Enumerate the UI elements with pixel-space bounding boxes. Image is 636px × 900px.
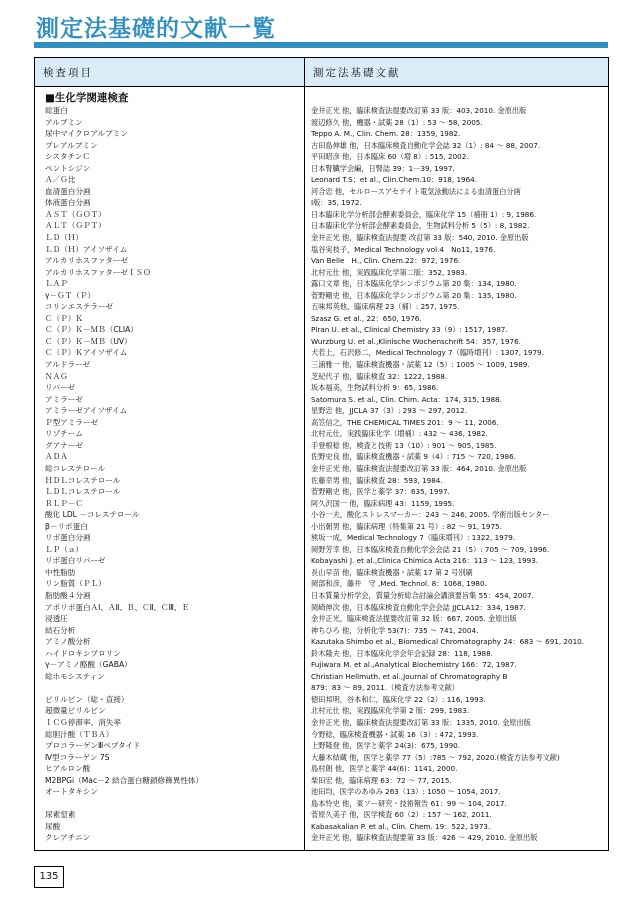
reference-row: Teppo A. M., Clin. Chem. 28：1359, 1982. (311, 129, 461, 139)
reference-row: 手登根稔 他，検査と技術 13（10）: 901 ～ 905, 1985. (311, 440, 497, 450)
reference-row: 柴田宏 他，臨床病理 63：72 ～ 77, 2015. (311, 775, 452, 785)
item-row: γ－アミノ酪酸（GABA） (45, 660, 132, 670)
item-list (45, 105, 304, 844)
item-row: リポ蛋白分画 (45, 533, 91, 543)
item-row: 総蛋白 (45, 106, 68, 115)
reference-row: Kazutaka Shimbo et al., Biomedical Chromatography 24：683 ～ 691, 2010. (311, 637, 584, 647)
item-row: 総胆汁酸（ＴＢＡ） (45, 729, 114, 739)
item-row: Ｃ（Ｐ）Ｋ－ＭＢ（UV） (45, 336, 132, 346)
reference-row: 岡崎伸次 他，日本臨床検査自動化学会会誌 JJCLA12：334, 1987. (311, 602, 526, 612)
reference-row: 渡辺修久 他，機器・試薬 28（1）: 53 ～ 58, 2005. (311, 117, 483, 127)
reference-row: 五味邦英他，臨床病理 23（補）: 257, 1975. (311, 302, 460, 312)
item-row: 体液蛋白分画 (45, 198, 91, 208)
reference-row: 長山早苗 他，臨床検査機器・試薬 17 第 2 号別刷 (311, 567, 473, 577)
item-row: 酸化 LDL －コレステロール (45, 510, 140, 520)
reference-row: 大藤木結蔵 他，医学と薬学 77（5）:785 ～ 792, 2020.(検査方法参考文献) (311, 752, 560, 762)
item-row: プレアルブミン (45, 140, 98, 150)
reference-row: 佐野史良 他，臨床検査機器・試薬 9（4）: 715 ～ 720, 1986. (311, 452, 516, 462)
reference-row: Van Belle H., Clin. Chem.22：972, 1976. (311, 256, 461, 266)
item-row: 脂肪酸４分画 (45, 590, 91, 600)
item-row: Ｐ型アミラーゼ (45, 417, 99, 427)
reference-row: Fujiwara M. et al.,Analytical Biochemistry 166：72, 1987. (311, 660, 517, 670)
item-row: アポリポ蛋白ＡⅠ、ＡⅡ、Ｂ、ＣⅡ、ＣⅢ、Ｅ (45, 602, 190, 612)
item-row: 尿素窒素 (45, 810, 76, 820)
item-row: プロコラーゲンⅢペプタイド (45, 741, 141, 751)
item-row: β－リポ蛋白 (45, 521, 88, 531)
item-row: 中性脂肪 (45, 567, 76, 577)
table-body-row (35, 87, 609, 851)
item-row: Ｃ（Ｐ）Ｋアイソザイム (45, 348, 128, 358)
reference-row: 879：83 ～ 89, 2011.（検査方法参考文献） (311, 683, 459, 693)
reference-row: 露口文章 他，日本臨床化学シンポジウム第 20 集：134, 1980. (311, 279, 517, 289)
item-row: ＡＤＡ (45, 452, 68, 462)
reference-row: 岡野芳幸 他，日本臨床検査自動化学会会誌 21（5）: 705 ～ 709, 1996. (311, 544, 550, 554)
reference-row: Christian Hellmuth. et al.,Journal of Chromatography B (311, 671, 508, 681)
item-row: ペントシジン (45, 163, 91, 173)
reference-row: 河合忠 他，セルロースアセテイト電気泳動法による血清蛋白分画 (311, 186, 521, 196)
item-column (35, 87, 305, 851)
reference-row: Leonard T.S；et al., Clin.Chem.10：918, 1964. (311, 175, 478, 185)
reference-row: 岡部和彦，藤井 守 ,Med. Technol. 8：1068, 1980. (311, 579, 487, 589)
item-row: アルドラーゼ (45, 360, 91, 370)
item-row: Ⅳ型コラーゲン 7S (45, 752, 110, 762)
item-row: アミラーゼ (45, 394, 83, 404)
table-header-row (35, 58, 609, 87)
item-row: 超微量ビリルビン (45, 706, 106, 716)
item-row: グアナーゼ (45, 440, 83, 450)
reference-row: 島村朗 他，医学と薬学 44(6)：1141, 2000. (311, 764, 458, 774)
reference-row: Wurzburg U. et al.,Klinische Wochenschrift 54：357, 1976. (311, 336, 521, 346)
item-row: アミノ酸分析 (45, 637, 91, 647)
reference-row: 徳田邦明，谷本和仁，臨床化学 22（2）: 116, 1993. (311, 694, 486, 704)
reference-row: 今野稔，臨床検査機器・試薬 16（3）: 472, 1993. (311, 729, 479, 739)
reference-row: Satomura S. et al., Clin. Chim. Acta：174, 315, 1988. (311, 394, 502, 404)
item-row: リポ蛋白リパーゼ (45, 556, 106, 566)
item-row: リン脂質（ＰＬ） (45, 579, 106, 589)
reference-row: 金井正光，臨床検査法提要改訂第 32 版：667, 2005. 金原出版 (311, 614, 517, 624)
reference-row: 佐藤幸男 他，臨床検査 28：593, 1984. (311, 475, 443, 485)
item-row: 結石分析 (45, 625, 76, 635)
reference-row: 小谷一夫，酸化ストレスマーカー：243 ～ 246, 2005. 学術出版センター (311, 510, 550, 520)
reference-row: 池田均，医学のあゆみ 263（13）: 1050 ～ 1054, 2017. (311, 787, 501, 797)
item-row: ＬＤＬコレステロール (45, 487, 121, 497)
item-row: Ａ／Ｇ比 (45, 175, 76, 185)
page-number: 135 (34, 866, 64, 888)
item-row: ＬＰ（ａ） (45, 544, 83, 554)
item-row: アルカリホスファターゼＩＳＯ (45, 267, 151, 277)
reference-row: 上野隆登 他，医学と薬学 24(3)：675, 1990. (311, 741, 461, 751)
item-row: ハイドロキシプロリン (45, 648, 121, 658)
section-title: ■生化学関連検査 (45, 92, 129, 104)
item-row: Ｃ（Ｐ）Ｋ－ＭＢ（CLIA） (45, 325, 138, 335)
reference-row: 阿久沢国一 他，臨床病理 43：1159, 1995. (311, 498, 455, 508)
reference-row: 金井正光 他，臨床検査法提要改訂第 33 版：403, 2010. 金原出版 (311, 106, 527, 115)
reference-row: 日本腎臓学会編，日腎誌 39：1－39, 1997. (311, 163, 455, 173)
item-row (45, 798, 304, 810)
reference-row: Plran U. et al., Clinical Chemistry 33（9）: 1517, 1987. (311, 325, 508, 335)
reference-row: 北村元仕 他，実践臨床化学第 2 版：299, 1983. (311, 706, 470, 716)
reference-row: 芝紀代子 他，臨床検査 32：1222, 1988. (311, 371, 448, 381)
reference-row: 星野忠 他，JJCLA 37（3）: 293 ～ 297, 2012. (311, 406, 467, 416)
column-header-item: 検査項目 (35, 58, 305, 87)
item-row: M2BPGi（Mac－2 結合蛋白糖鎖修飾異性体） (45, 775, 204, 785)
item-row: 血清蛋白分画 (45, 186, 91, 196)
item-row: ＲＬＰ－Ｃ (45, 498, 83, 508)
reference-row: 坂本福美，生物試料分析 9：65, 1986. (311, 383, 439, 393)
item-row: オートタキシン (45, 787, 98, 797)
reference-row: 平田昭彦 他，日本臨床 60（増 8）: 515, 2002. (311, 152, 469, 162)
item-row: リゾチーム (45, 429, 83, 439)
item-row: ヒアルロン酸 (45, 764, 91, 774)
column-header-reference: 測定法基礎文献 (305, 58, 609, 87)
reference-row: Kobayashi J. et al.,Clinica Chimica Acta 216：113 ～ 123, 1993. (311, 556, 539, 566)
item-row: リパーゼ (45, 383, 75, 393)
item-row: Ｃ（Ｐ）Ｋ (45, 313, 83, 323)
item-row: 浸透圧 (45, 614, 68, 624)
reference-row: 小出朝男 他，臨床病理（特集第 21 号）: 82 ～ 91, 1975. (311, 521, 502, 531)
reference-row: Ⅰ版：35, 1972. (311, 198, 362, 208)
reference-row: 神ちひろ 他，分析化学 53(7)：735 ～ 741, 2004. (311, 625, 479, 635)
item-row: ＬＤ（Ｈ）アイソザイム (45, 244, 128, 254)
item-row (45, 682, 304, 694)
reference-list (311, 105, 608, 844)
reference-row: 島本怜史 他，東ソー研究・技術報告 61：99 ～ 104, 2017. (311, 798, 507, 808)
item-row: アルカリホスファターゼ (45, 256, 128, 266)
reference-row: 金井正光 他，臨床検査法提要 改訂第 33 版：540, 2010. 金原出版 (311, 233, 529, 243)
item-row: ＡＬＴ（ＧＰＴ） (45, 221, 106, 231)
reference-row: 熊坂一成，Medical Technology 7（臨床増刊）: 1322, 1979. (311, 533, 516, 543)
reference-row: 塩谷実枝子，Medical Technology vol.4 No11, 1976. (311, 244, 496, 254)
item-row: アルブミン (45, 117, 83, 127)
reference-row: 金井正光 他，臨床検査法提要改訂第 33 版：1335, 2010. 金原出版 (311, 717, 531, 727)
item-row: ビリルビン（総・直接） (45, 694, 129, 704)
reference-row: 日本質量分析学会，質量分析総合討論会講演要旨集 55：454, 2007. (311, 590, 534, 600)
item-row: ＨＤＬコレステロール (45, 475, 121, 485)
item-row: 尿中マイクロアルブミン (45, 129, 128, 139)
item-row: アミラーゼアイソザイム (45, 406, 128, 416)
reference-table (34, 57, 609, 851)
item-row: ＮＡＧ (45, 371, 68, 381)
reference-row: 金井正光 他，臨床検査法提要第 33 版：426 ～ 429, 2010. 金原出版 (311, 833, 538, 843)
item-row: ＬＡＰ (45, 279, 68, 289)
reference-row: 北村元仕，実践臨床化学（増補）: 432 ～ 436, 1982. (311, 429, 488, 439)
item-row: 総ホモシスティン (45, 671, 105, 681)
reference-row: 菅原久美子 他，医学検査 60（2）: 157 ～ 162, 2011. (311, 810, 492, 820)
item-row: シスタチンＣ (45, 152, 90, 162)
reference-row: 犬若上，石沢修二，Medical Technology 7（臨時増刊）: 1307, 1979. (311, 348, 544, 358)
reference-row: 日本臨床化学分析部会酵素委員会，臨床化学 15（補冊 1）: 9, 1986. (311, 209, 537, 219)
reference-row: Kabasakalian P. et al., Clin. Chem. 19：522, 1973. (311, 821, 491, 831)
reference-row: Szasz G. et al., 22：650, 1976. (311, 313, 422, 323)
item-row: ＩＣＧ停滞率、消失率 (45, 717, 121, 727)
reference-row: 高笠信之，THE CHEMICAL TIMES 201：9 ～ 11, 2006. (311, 417, 499, 427)
item-row: ＬＤ（Ｈ） (45, 233, 83, 243)
item-row: 総コレステロール (45, 463, 106, 473)
reference-row: 北村元仕 他，実践臨床化学第二版：352, 1983. (311, 267, 468, 277)
item-row: 尿酸 (45, 821, 61, 831)
reference-column (305, 87, 609, 851)
reference-row: 日本臨床化学分析部会酵素委員会，生物試料分析 5（5）: 8, 1982. (311, 221, 530, 231)
item-row: γ－ＧＴ（Ｐ） (45, 290, 96, 300)
reference-row: 三浦雅一 他，臨床検査機器・試薬 12（5）: 1005 ～ 1009, 1989. (311, 360, 530, 370)
item-row: コリンエステラーゼ (45, 302, 114, 312)
title-underline (34, 42, 608, 48)
reference-row: 菅野剛史 他，医学と薬学 37：635, 1997. (311, 487, 450, 497)
page-title: 測定法基礎的文献一覧 (36, 16, 276, 42)
item-row: クレアチニン (45, 833, 91, 843)
item-row: ＡＳＴ（ＧＯＴ） (45, 209, 106, 219)
reference-row: 鈴木隆夫 他，日本臨床化学会年会記録 28：118, 1988. (311, 648, 493, 658)
reference-row: 菅野剛史 他，日本臨床化学シンポジウム第 20 集：135, 1980. (311, 290, 517, 300)
reference-row: 金井正光 他，臨床検査法提要改訂第 33 版：464, 2010. 金原出版 (311, 463, 527, 473)
reference-row: 古田島伸雄 他，日本臨床検査自動化学会誌 32（1）: 84 ～ 88, 2007. (311, 140, 541, 150)
